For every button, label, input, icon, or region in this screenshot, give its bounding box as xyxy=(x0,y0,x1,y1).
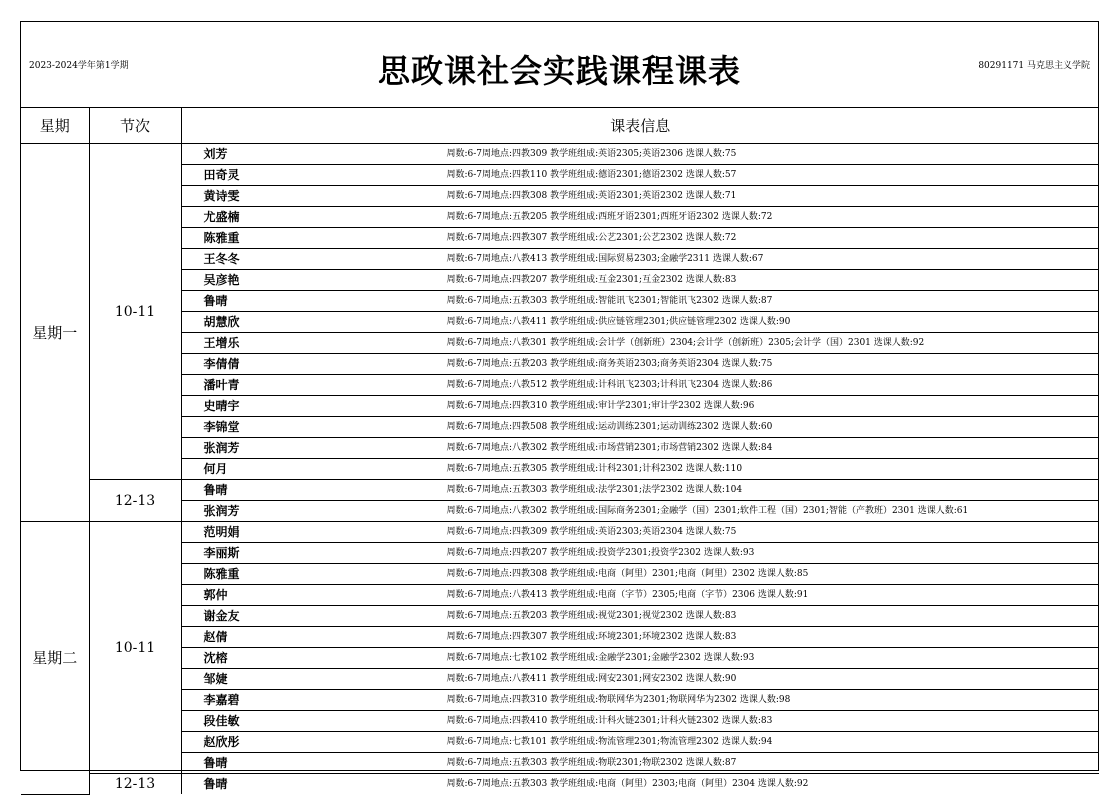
teacher-name: 陈雅重 xyxy=(203,231,240,245)
table-row xyxy=(21,438,1099,459)
teacher-name: 刘芳 xyxy=(203,147,228,161)
page-title: 思政课社会实践课程课表 xyxy=(377,52,741,90)
course-info-cell xyxy=(181,774,1099,795)
table-row xyxy=(21,501,1099,522)
course-info-cell xyxy=(181,690,1099,711)
day-cell: 星期二 xyxy=(21,522,89,795)
schedule-table xyxy=(21,107,1099,795)
course-detail: 周数:6-7周地点:四教309 教学班组成:英语2305;英语2306 选课人数:75 xyxy=(446,149,737,159)
course-detail: 周数:6-7周地点:七教101 教学班组成:物流管理2301;物流管理2302 选课人数:94 xyxy=(446,737,773,747)
course-detail: 周数:6-7周地点:四教309 教学班组成:英语2303;英语2304 选课人数:75 xyxy=(446,527,737,537)
table-row xyxy=(21,522,1099,543)
course-detail: 周数:6-7周地点:五教303 教学班组成:智能讯飞2301;智能讯飞2302 选课人数:87 xyxy=(446,296,773,306)
course-info-cell xyxy=(181,333,1099,354)
course-info-cell xyxy=(181,669,1099,690)
teacher-name: 胡慧欣 xyxy=(203,315,240,329)
table-row xyxy=(21,690,1099,711)
teacher-name: 鲁晴 xyxy=(203,294,228,308)
course-detail: 周数:6-7周地点:八教301 教学班组成:会计学（创新班）2304;会计学（创新班）2305;会计学（国）2301 选课人数:92 xyxy=(446,338,925,348)
teacher-name: 鲁晴 xyxy=(203,777,228,791)
course-detail: 周数:6-7周地点:四教310 教学班组成:物联网华为2301;物联网华为2302 选课人数:98 xyxy=(446,695,791,705)
table-header-row xyxy=(21,107,1099,144)
teacher-name: 鲁晴 xyxy=(203,756,228,770)
table-row xyxy=(21,396,1099,417)
teacher-name: 邹婕 xyxy=(203,672,228,686)
table-row xyxy=(21,669,1099,690)
table-row xyxy=(21,648,1099,669)
course-info-cell xyxy=(181,753,1099,774)
course-detail: 周数:6-7周地点:四教508 教学班组成:运动训练2301;运动训练2302 选课人数:60 xyxy=(446,422,773,432)
table-row xyxy=(21,249,1099,270)
teacher-name: 何月 xyxy=(203,462,228,476)
teacher-name: 谢金友 xyxy=(203,609,240,623)
term-label: 2023-2024学年第1学期 xyxy=(29,61,129,71)
teacher-name: 赵欣彤 xyxy=(203,735,240,749)
table-row xyxy=(21,312,1099,333)
teacher-name: 史晴宇 xyxy=(203,399,240,413)
table-row xyxy=(21,606,1099,627)
course-detail: 周数:6-7周地点:四教110 教学班组成:德语2301;德语2302 选课人数:57 xyxy=(446,170,737,180)
schedule-rows xyxy=(21,144,1099,795)
table-row xyxy=(21,144,1099,165)
course-detail: 周数:6-7周地点:五教205 教学班组成:西班牙语2301;西班牙语2302 选课人数:72 xyxy=(446,212,773,222)
course-info-cell xyxy=(181,354,1099,375)
course-info-cell xyxy=(181,585,1099,606)
table-row xyxy=(21,165,1099,186)
teacher-name: 张润芳 xyxy=(203,504,240,518)
table-row xyxy=(21,417,1099,438)
teacher-name: 鲁晴 xyxy=(203,483,228,497)
course-info-cell xyxy=(181,228,1099,249)
course-detail: 周数:6-7周地点:四教307 教学班组成:环境2301;环境2302 选课人数:83 xyxy=(446,632,737,642)
course-detail: 周数:6-7周地点:五教203 教学班组成:视觉2301;视觉2302 选课人数:83 xyxy=(446,611,737,621)
period-cell: 10-11 xyxy=(89,522,181,774)
course-info-cell xyxy=(181,417,1099,438)
teacher-name: 李倩倩 xyxy=(203,357,240,371)
teacher-name: 范明娟 xyxy=(203,525,240,539)
schedule-sheet xyxy=(20,21,1099,792)
course-detail: 周数:6-7周地点:八教411 教学班组成:网安2301;网安2302 选课人数:90 xyxy=(446,674,737,684)
course-info-cell xyxy=(181,732,1099,753)
course-info-cell xyxy=(181,648,1099,669)
column-header-day: 星期 xyxy=(21,107,89,144)
day-cell: 星期一 xyxy=(21,144,89,522)
teacher-name: 李锦堂 xyxy=(203,420,240,434)
course-info-cell xyxy=(181,207,1099,228)
course-detail: 周数:6-7周地点:五教305 教学班组成:计科2301;计科2302 选课人数:110 xyxy=(446,464,743,474)
course-detail: 周数:6-7周地点:五教303 教学班组成:法学2301;法学2302 选课人数:104 xyxy=(446,485,743,495)
period-cell: 12-13 xyxy=(89,480,181,522)
course-info-cell xyxy=(181,543,1099,564)
course-info-cell xyxy=(181,606,1099,627)
teacher-name: 沈榕 xyxy=(203,651,228,665)
course-info-cell xyxy=(181,627,1099,648)
table-row xyxy=(21,480,1099,501)
teacher-name: 郭仲 xyxy=(203,588,228,602)
teacher-name: 潘叶青 xyxy=(203,378,240,392)
course-detail: 周数:6-7周地点:八教512 教学班组成:计科讯飞2303;计科讯飞2304 选课人数:86 xyxy=(446,380,773,390)
course-info-cell xyxy=(181,564,1099,585)
table-row xyxy=(21,354,1099,375)
course-detail: 周数:6-7周地点:八教302 教学班组成:市场营销2301;市场营销2302 选课人数:84 xyxy=(446,443,773,453)
course-detail: 周数:6-7周地点:五教303 教学班组成:电商（阿里）2303;电商（阿里）2304 选课人数:92 xyxy=(446,779,809,789)
teacher-name: 张润芳 xyxy=(203,441,240,455)
table-row xyxy=(21,207,1099,228)
course-detail: 周数:6-7周地点:四教207 教学班组成:投资学2301;投资学2302 选课人数:93 xyxy=(446,548,755,558)
sheet-header xyxy=(21,22,1098,108)
course-detail: 周数:6-7周地点:四教207 教学班组成:互金2301;互金2302 选课人数:83 xyxy=(446,275,737,285)
column-header-info: 课表信息 xyxy=(181,107,1099,144)
course-info-cell xyxy=(181,186,1099,207)
course-detail: 周数:6-7周地点:八教411 教学班组成:供应链管理2301;供应链管理2302 选课人数:90 xyxy=(446,317,791,327)
course-detail: 周数:6-7周地点:四教310 教学班组成:审计学2301;审计学2302 选课人数:96 xyxy=(446,401,755,411)
course-detail: 周数:6-7周地点:四教308 教学班组成:电商（阿里）2301;电商（阿里）2302 选课人数:85 xyxy=(446,569,809,579)
teacher-name: 王增乐 xyxy=(203,336,240,350)
table-row xyxy=(21,270,1099,291)
course-info-cell xyxy=(181,249,1099,270)
teacher-name: 黄诗雯 xyxy=(203,189,240,203)
table-row xyxy=(21,333,1099,354)
course-detail: 周数:6-7周地点:四教308 教学班组成:英语2301;英语2302 选课人数:71 xyxy=(446,191,737,201)
table-row xyxy=(21,186,1099,207)
teacher-name: 田奇灵 xyxy=(203,168,240,182)
table-row xyxy=(21,711,1099,732)
table-row xyxy=(21,627,1099,648)
period-cell: 12-13 xyxy=(89,774,181,795)
course-detail: 周数:6-7周地点:五教203 教学班组成:商务英语2303;商务英语2304 选课人数:75 xyxy=(446,359,773,369)
period-cell: 10-11 xyxy=(89,144,181,480)
teacher-name: 吴彦艳 xyxy=(203,273,240,287)
teacher-name: 赵倩 xyxy=(203,630,228,644)
teacher-name: 李丽斯 xyxy=(203,546,240,560)
teacher-name: 李嘉碧 xyxy=(203,693,240,707)
course-info-cell xyxy=(181,396,1099,417)
course-detail: 周数:6-7周地点:四教410 教学班组成:计科火链2301;计科火链2302 选课人数:83 xyxy=(446,716,773,726)
course-detail: 周数:6-7周地点:八教413 教学班组成:电商（字节）2305;电商（字节）2306 选课人数:91 xyxy=(446,590,809,600)
teacher-name: 尤盛楠 xyxy=(203,210,240,224)
teacher-name: 段佳敏 xyxy=(203,714,240,728)
column-header-period: 节次 xyxy=(89,107,181,144)
course-detail: 周数:6-7周地点:五教303 教学班组成:物联2301;物联2302 选课人数:87 xyxy=(446,758,737,768)
table-row xyxy=(21,459,1099,480)
course-info-cell xyxy=(181,144,1099,165)
course-info-cell xyxy=(181,291,1099,312)
table-row xyxy=(21,774,1099,795)
teacher-name: 陈雅重 xyxy=(203,567,240,581)
table-row xyxy=(21,291,1099,312)
course-detail: 周数:6-7周地点:八教302 教学班组成:国际商务2301;金融学（国）2301;软件工程（国）2301;智能（产教班）2301 选课人数:61 xyxy=(446,506,969,516)
table-row xyxy=(21,753,1099,774)
table-row xyxy=(21,564,1099,585)
table-row xyxy=(21,228,1099,249)
course-info-cell xyxy=(181,165,1099,186)
table-row xyxy=(21,375,1099,396)
course-info-cell xyxy=(181,501,1099,522)
course-info-cell xyxy=(181,522,1099,543)
course-detail: 周数:6-7周地点:七教102 教学班组成:金融学2301;金融学2302 选课人数:93 xyxy=(446,653,755,663)
department-label: 80291171 马克思主义学院 xyxy=(978,61,1090,71)
course-info-cell xyxy=(181,312,1099,333)
course-info-cell xyxy=(181,480,1099,501)
table-row xyxy=(21,732,1099,753)
course-info-cell xyxy=(181,711,1099,732)
course-info-cell xyxy=(181,375,1099,396)
course-detail: 周数:6-7周地点:四教307 教学班组成:公艺2301;公艺2302 选课人数:72 xyxy=(446,233,737,243)
table-row xyxy=(21,585,1099,606)
teacher-name: 王冬冬 xyxy=(203,252,240,266)
course-info-cell xyxy=(181,459,1099,480)
course-info-cell xyxy=(181,270,1099,291)
course-info-cell xyxy=(181,438,1099,459)
course-detail: 周数:6-7周地点:八教413 教学班组成:国际贸易2303;金融学2311 选课人数:67 xyxy=(446,254,764,264)
table-row xyxy=(21,543,1099,564)
